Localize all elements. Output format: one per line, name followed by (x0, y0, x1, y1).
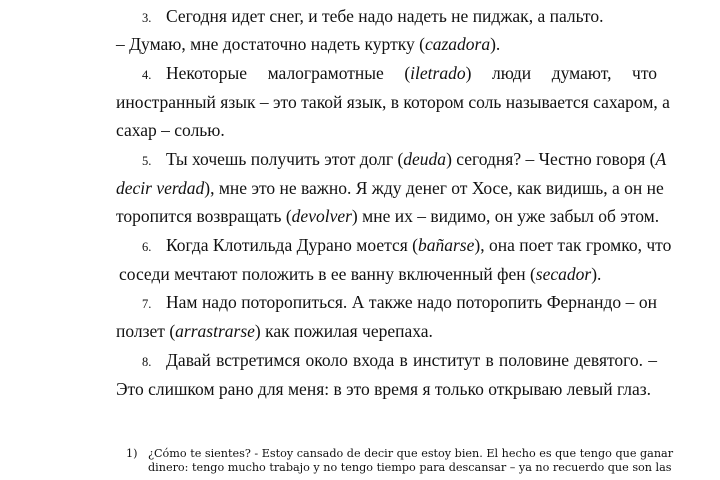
item-number: 7. (142, 297, 152, 311)
item-5-line-3: торопится возвращать (devolver) мне их – видимо, он уже забыл об этом. (116, 206, 660, 226)
footnote-line-1: 1) ¿Cómo te sientes? - Estoy cansado de decir que estoy bien. El hecho es que tengo que ganar (126, 447, 674, 460)
item-8-line-1: 8. Давай встретимся около входа в институт в половине девятого. – (142, 350, 657, 370)
spanish-term: cazadora (424, 34, 491, 54)
item-3-line-1 (142, 6, 603, 28)
item-5-line-2: decir verdad), мне это не важно. Я жду денег от Хосе, как видишь, а он не (116, 178, 664, 198)
spanish-term: deuda (403, 149, 447, 169)
item-7-line-1: 7. Нам надо поторопиться. А также надо поторопить Фернандо – он (142, 292, 657, 312)
item-7-line-2: ползет (arrastrarse) как пожилая черепаха. (116, 321, 433, 341)
spanish-term: devolver (291, 206, 352, 226)
spanish-term: secador (535, 264, 592, 284)
item-6-line-1: 6. Когда Клотильда Дурано моется (bañarse), она поет так громко, что (142, 235, 672, 255)
item-5-line-1: 5. Ты хочешь получить этот долг (deuda) сегодня? – Честно говоря (A (142, 149, 667, 169)
item-number: 8. (142, 355, 152, 369)
item-8-line-2: Это слишком рано для меня: в это время я только открываю левый глаз. (116, 379, 652, 399)
item-number: 4. (142, 68, 152, 82)
item-text: Сегодня идет снег, и тебе надо надеть не пиджак, а пальто. (166, 6, 604, 26)
item-number: 5. (142, 154, 152, 168)
spanish-term: bañarse (417, 235, 475, 255)
item-4-line-1: 4. Некоторые малограмотные (iletrado) люди думают, что (142, 63, 657, 83)
item-6-line-2: соседи мечтают положить в ее ванну включенный фен (secador). (119, 264, 602, 284)
item-number: 6. (142, 240, 152, 254)
item-number: 3. (142, 11, 152, 25)
footnote-number: 1) (126, 447, 138, 460)
spanish-term: decir verdad (116, 178, 205, 198)
item-4-line-2: иностранный язык – это такой язык, в котором соль называется сахаром, а (116, 92, 670, 112)
item-4-line-3: сахар – солью. (116, 120, 225, 140)
footnote-line-2: dinero: tengo mucho trabajo y no tengo tiempo para descansar – ya no recuerdo que son las (148, 461, 672, 474)
spanish-term: arrastrarse (175, 321, 255, 341)
spanish-term: iletrado (410, 63, 466, 83)
item-3-reply: – Думаю, мне достаточно надеть куртку (cazadora). (116, 34, 501, 54)
